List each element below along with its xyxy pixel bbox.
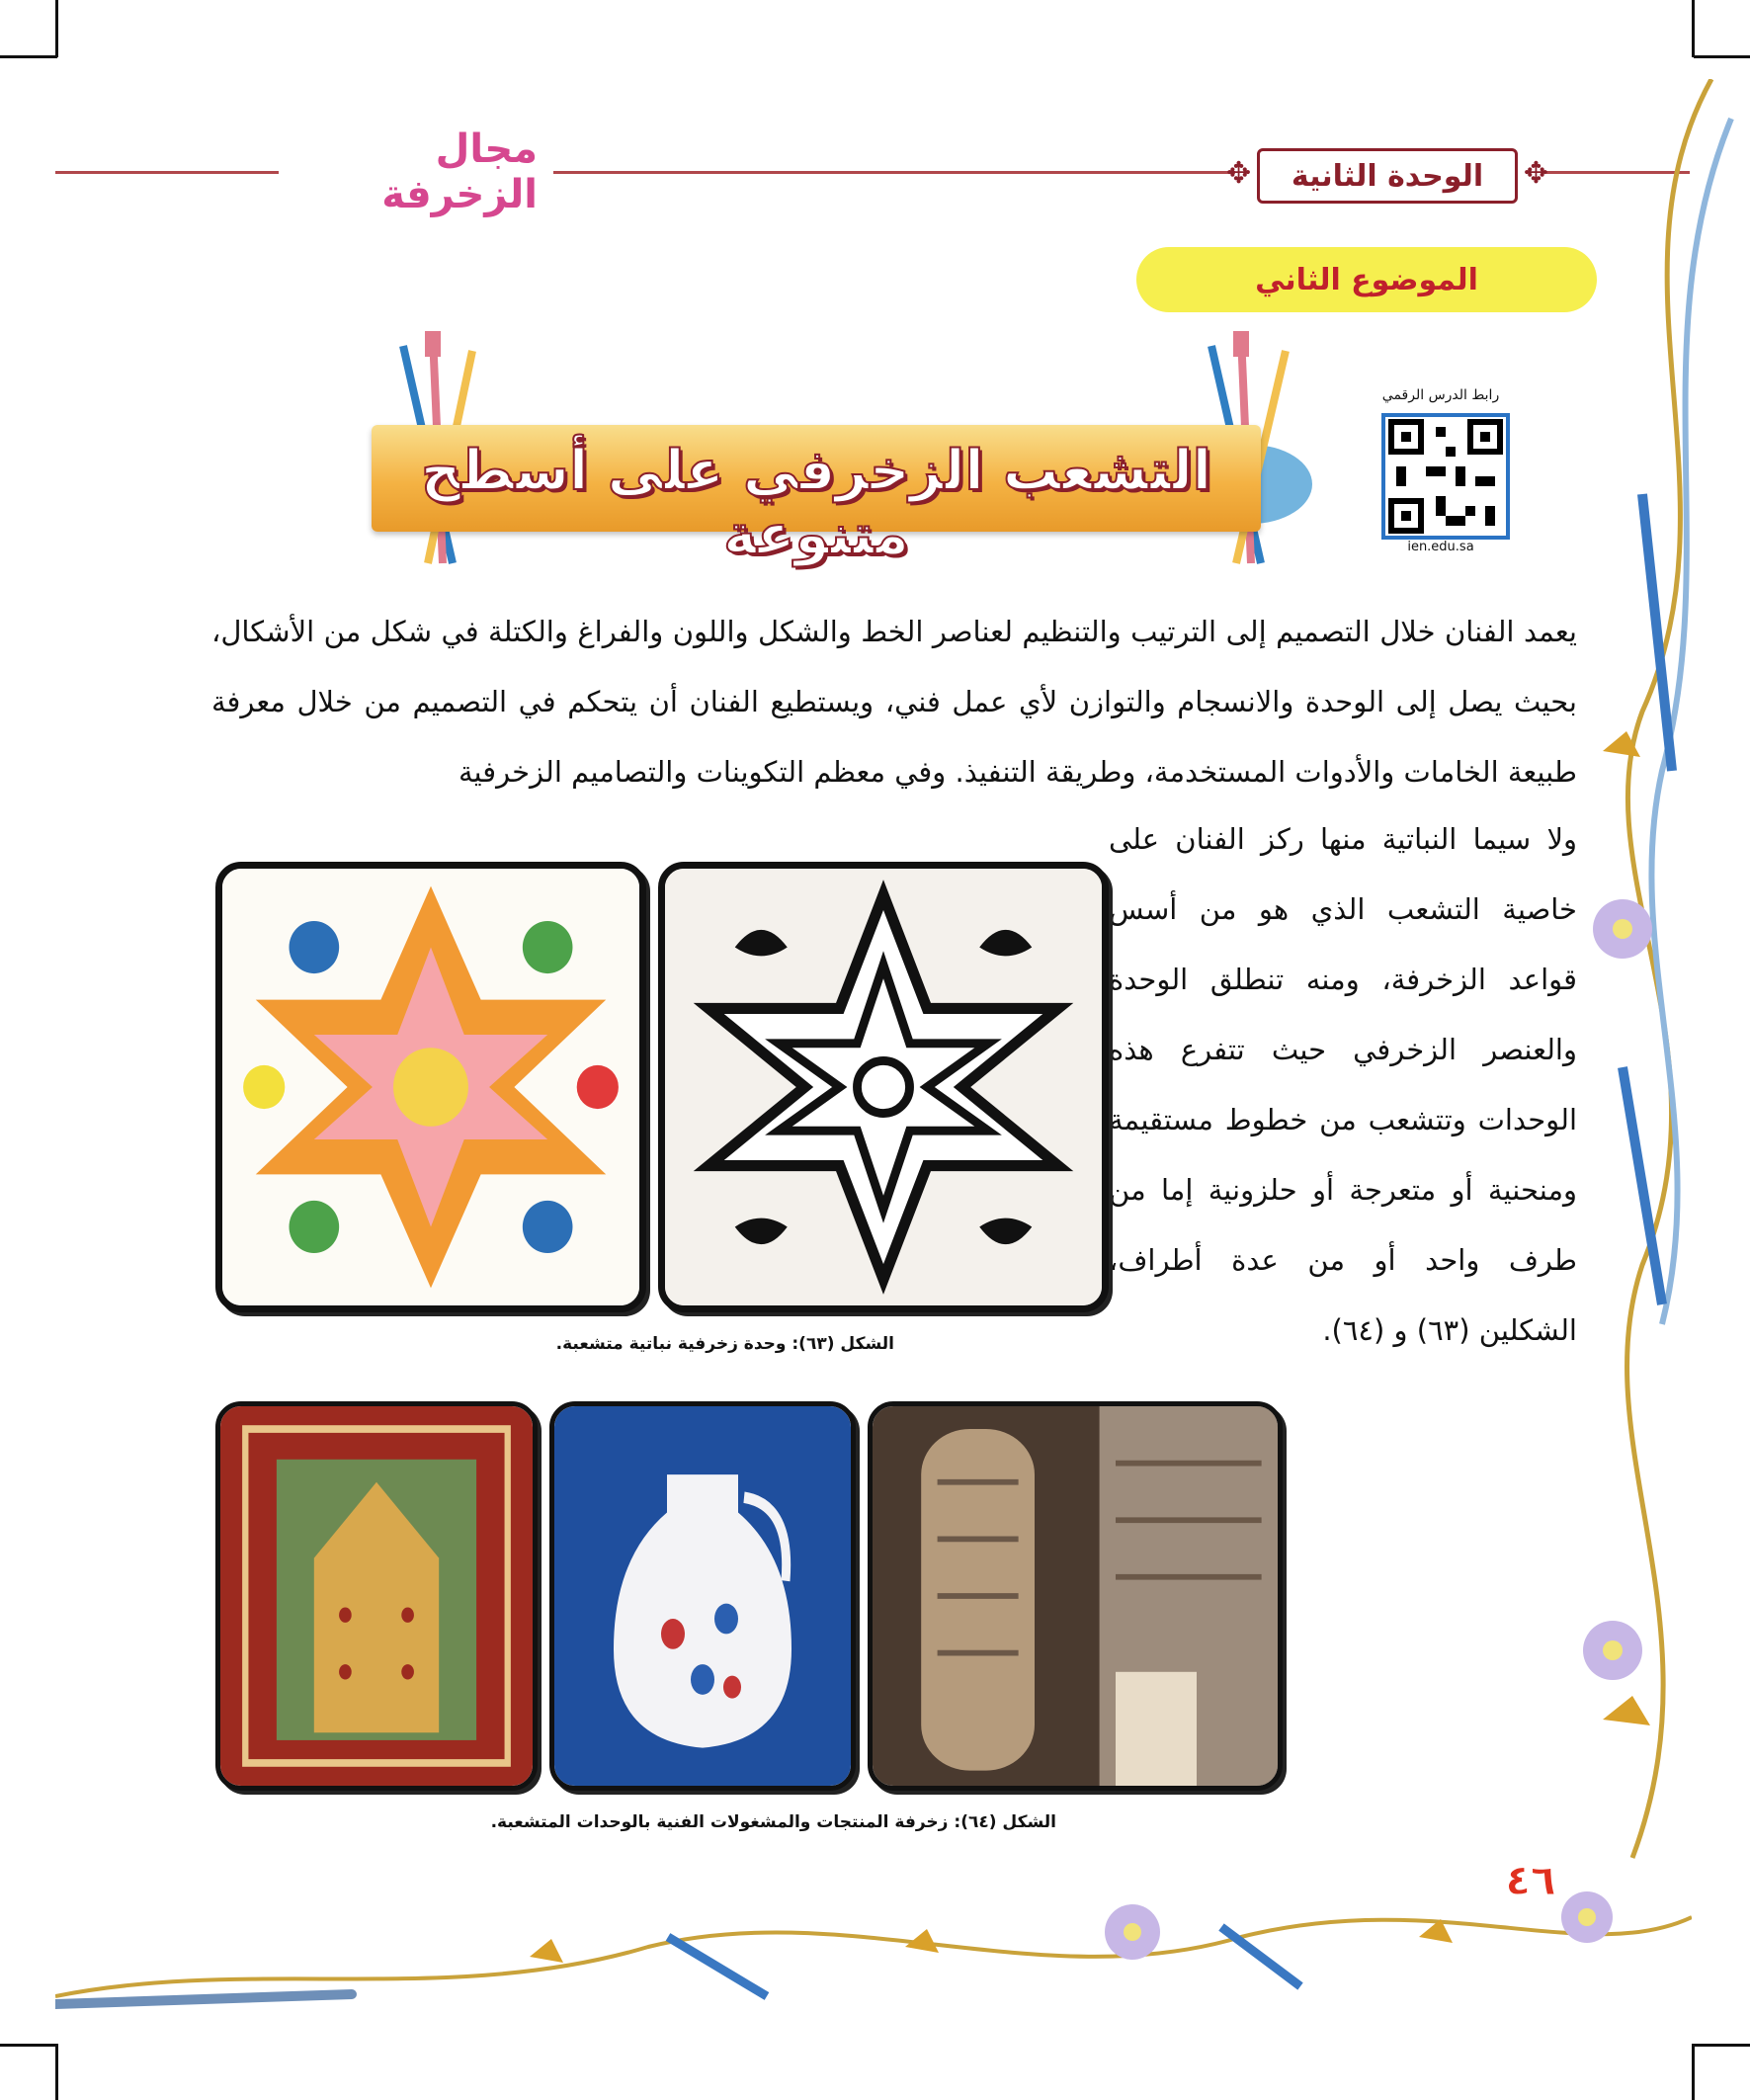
ewer-image [554,1406,851,1786]
lesson-title: التشعب الزخرفي على أسطح متنوعة [421,439,1211,567]
bw-ornament-image [665,869,1102,1305]
qr-code-icon [1385,417,1506,536]
fig64-stone-carving [868,1401,1283,1791]
fig64-ewer [549,1401,856,1791]
stone-carving-image [873,1406,1278,1786]
page-number: ٤٦ [1505,1856,1556,1904]
fig63-color-ornament [215,862,646,1312]
crop-mark [55,2044,58,2100]
header-rule [553,171,1235,174]
lesson-banner [372,425,1261,567]
side-vine-decoration [1583,79,1750,1986]
crop-mark [1692,0,1695,57]
colored-ornament-image [222,869,639,1305]
qr-url: ien.edu.sa [1407,540,1474,554]
crop-mark [1694,2044,1750,2047]
qr-label: رابط الدرس الرقمي [1381,387,1500,403]
bottom-decoration [55,1878,1692,2026]
body-paragraph-side: ولا سيما النباتية منها ركز الفنان على خاصية التشعب الذي هو من أسس قواعد الزخرفة، ومنه تنطلق الوحدة والعنصر الزخرفي حيث تتفرع هذه الوحدات وتتشعب من خطوط مستقيمة ومنحنية أو متعرجة أو حلزونية إما من طرف واحد أو من عدة أطراف، الشكلين (٦٣) و (٦٤). [1109,822,1577,1347]
carpet-image [220,1406,533,1786]
field-title: مجال الزخرفة [285,146,538,198]
qr-code[interactable] [1381,413,1510,540]
unit-label: ✥ الوحدة الثانية ✥ [1257,148,1518,204]
fig64-caption: الشكل (٦٤): زخرفة المنتجات والمشغولات الفنية بالوحدات المتشعبة. [490,1812,1056,1832]
crop-mark [0,55,57,58]
crop-mark [1692,2044,1695,2100]
body-paragraph: يعمد الفنان خلال التصميم إلى الترتيب والتنظيم لعناصر الخط والشكل واللون والفراغ والكتلة في شكل من الأشكال، بحيث يصل إلى الوحدة والانسجام والتوازن لأي عمل فني، ويستطيع الفنان أن يتحكم في التصميم من خلال معرفة طبيعة الخامات والأدوات المستخدمة، وطريقة التنفيذ. وفي معظم التكوينات والتصاميم الزخرفية [211,615,1577,789]
crop-mark [55,0,58,57]
topic-pill: الموضوع الثاني [1136,247,1597,312]
crop-mark [0,2044,57,2047]
crop-mark [1694,55,1750,58]
fig64-carpet [215,1401,538,1791]
fig63-bw-ornament [658,862,1109,1312]
fig63-caption: الشكل (٦٣): وحدة زخرفية نباتية متشعبة. [555,1334,894,1354]
header-rule [55,171,279,174]
